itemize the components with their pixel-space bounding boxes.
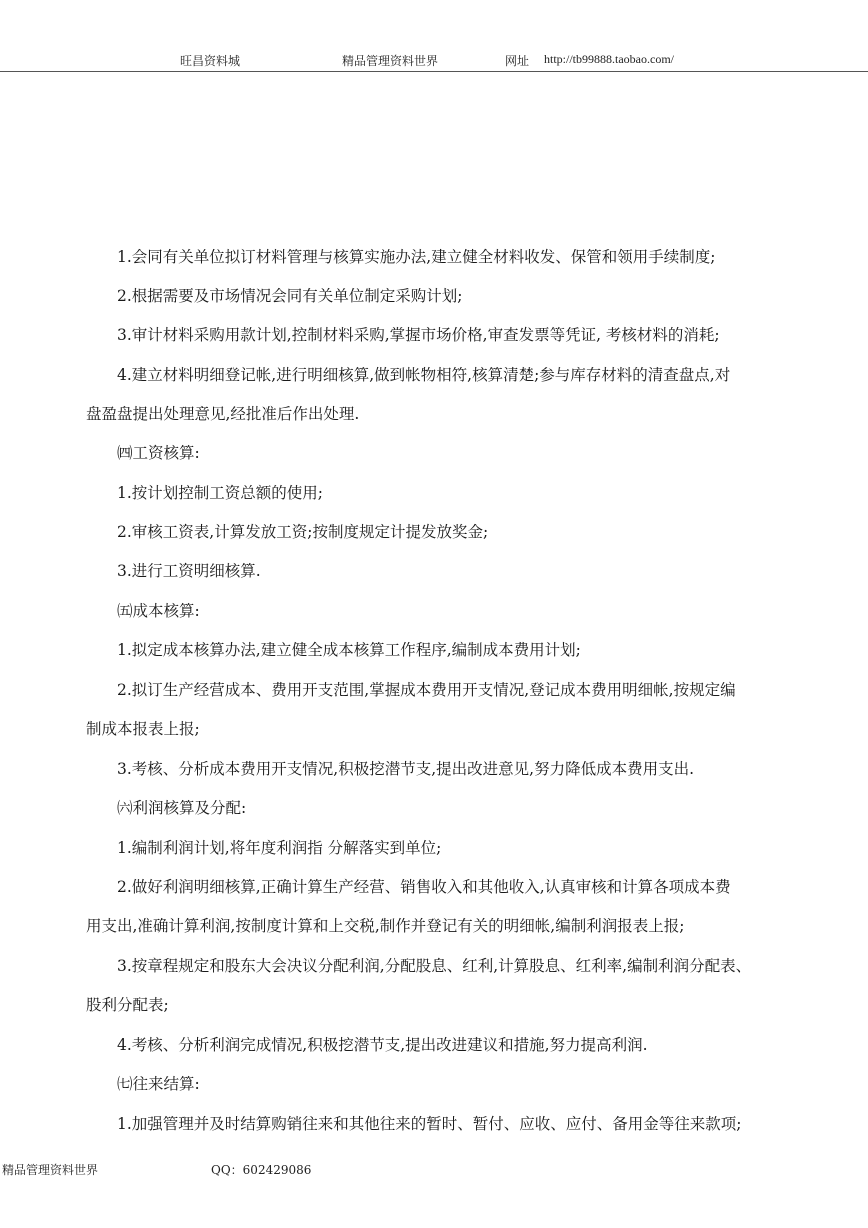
paragraph-line: 2.拟订生产经营成本、费用开支范围,掌握成本费用开支情况,登记成本费用明细帐,按规定编	[117, 681, 736, 699]
header-shop-name: 旺昌资料城	[180, 54, 241, 68]
paragraph-line: 用支出,准确计算利润,按制度计算和上交税,制作并登记有关的明细帐,编制利润报表上报;	[86, 917, 685, 935]
header-site-name: 精品管理资料世界	[342, 54, 439, 68]
page-footer	[0, 1161, 868, 1181]
paragraph-line: 股利分配表;	[86, 996, 169, 1014]
section-heading: ㈥利润核算及分配:	[117, 799, 247, 817]
paragraph-line: 1.编制利润计划,将年度利润指 分解落实到单位;	[117, 839, 442, 857]
header-divider	[0, 71, 868, 72]
paragraph-line: 2.审核工资表,计算发放工资;按制度规定计提发放奖金;	[117, 523, 489, 541]
paragraph-line: 4.建立材料明细登记帐,进行明细核算,做到帐物相符,核算清楚;参与库存材料的清查盘点,对	[117, 366, 731, 384]
header-url-label: 网址	[505, 54, 530, 68]
paragraph-line: 3.按章程规定和股东大会决议分配利润,分配股息、红利,计算股息、红利率,编制利润分配表、	[117, 957, 752, 975]
section-heading: ㈤成本核算:	[117, 602, 200, 620]
paragraph-line: 3.审计材料采购用款计划,控制材料采购,掌握市场价格,审查发票等凭证, 考核材料的消耗;	[117, 326, 720, 344]
section-heading: ㈦往来结算:	[117, 1075, 200, 1093]
paragraph-line: 制成本报表上报;	[86, 720, 200, 738]
paragraph-line: 1.加强管理并及时结算购销往来和其他往来的暂时、暂付、应收、应付、备用金等往来款项;	[117, 1115, 742, 1133]
paragraph-line: 1.拟定成本核算办法,建立健全成本核算工作程序,编制成本费用计划;	[117, 641, 581, 659]
paragraph-line: 3.考核、分析成本费用开支情况,积极挖潜节支,提出改进意见,努力降低成本费用支出.	[117, 760, 694, 778]
section-heading: ㈣工资核算:	[117, 444, 200, 462]
paragraph-line: 2.做好利润明细核算,正确计算生产经营、销售收入和其他收入,认真审核和计算各项成本费	[117, 878, 731, 896]
footer-qq-contact: QQ：602429086	[211, 1163, 312, 1177]
header-url-link[interactable]: http://tb99888.taobao.com/	[544, 52, 674, 66]
paragraph-line: 2.根据需要及市场情况会同有关单位制定采购计划;	[117, 287, 463, 305]
footer-site-name: 精品管理资料世界	[2, 1163, 99, 1177]
paragraph-line: 盘盈盘提出处理意见,经批准后作出处理.	[86, 405, 360, 423]
paragraph-line: 1.会同有关单位拟订材料管理与核算实施办法,建立健全材料收发、保管和领用手续制度;	[117, 248, 716, 266]
paragraph-line: 1.按计划控制工资总额的使用;	[117, 484, 324, 502]
paragraph-line: 3.进行工资明细核算.	[117, 562, 261, 580]
paragraph-line: 4.考核、分析利润完成情况,积极挖潜节支,提出改进建议和措施,努力提高利润.	[117, 1036, 648, 1054]
